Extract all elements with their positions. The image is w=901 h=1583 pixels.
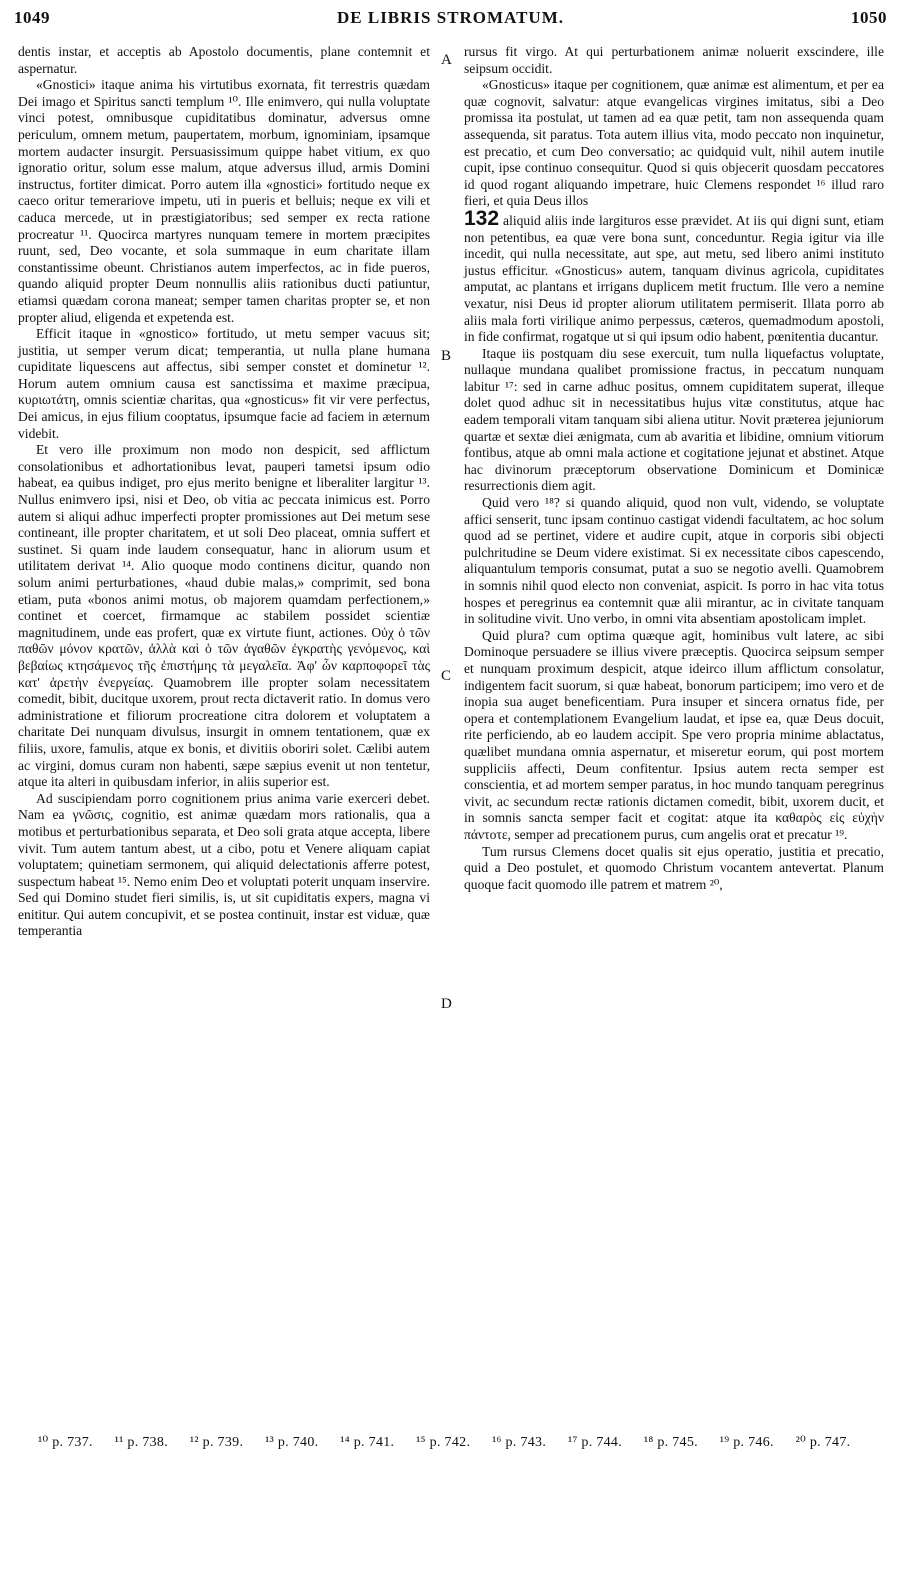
paragraph: Quid plura? cum optima quæque agit, hominibus vult latere, ac sibi Dominoque persuadere se illius vivere præceptis. Quocirca seipsum semper et nunquam proximum despicit, atque ideirco illum afflictum consolatur, indigentem facit suorum, si quæ habeat, bonorum participem; imo vero et de inopia sua auget beneficentiam. Pura insuper et sincera ornatus fide, per opera et contemplationem Evangelium laudat, et ipse ea, quæ Deus docuit, rite perficiendo, ab eo laudem accipit. Spe vero propria minime ablactatus, quælibet mundana omnia aspernatur, et miseretur eorum, qui post mortem suppliciis affecti, Deum confitentur. Ipsius autem recta semper est conscientia, et ad mortem semper paratus, in hoc mundo tanquam peregrinus vivit, ac secundum rectæ rationis dictamen comedit, bibit, uxorem ducit, et in somnis sancta semper facit et cogitat: atque ita καθαρὸς εἰς εὐχὴν πάντοτε, semper ad precationem purus, cum angelis orat et precatur ¹⁹. (464, 627, 884, 842)
paragraph (464, 206, 884, 346)
paragraph-text: aliquid aliis inde largituros esse prævidet. At iis qui digni sunt, etiam non petentibus, ea quæ vere bona sunt, conceduntur. Regia igitur via ille incedit, qui nulla necessitate, aut spe, aut metu, sed libero animi instituto justus efficitur. «Gnosticus» autem, tanquam divinus agricola, cupiditates amputat, ac plantans et irrigans duplicem metit fructum. Ille vero a nemine vexatur, nisi Deus id propter aliorum utilitatem permiserit. Illata porro ab aliis mala forti virilique animo perpessus, cæteros, quemadmodum apostoli, in fide confirmat, rogatque ut si qui ipsum odio habent, pœnitentia ducantur. (464, 212, 884, 345)
running-title: DE LIBRIS STROMATUM. (336, 8, 565, 27)
section-letter-d: D (441, 996, 452, 1012)
paragraph: Efficit itaque in «gnostico» fortitudo, ut metu semper vacuus sit; justitia, ut semper verum dicat; temperantia, ut nulla plane humana cupiditate liquescens aut affectus, sibi semper constet et dominetur ¹². Horum autem omnium causa est sanctissima et maxime præcipua, κυριωτάτη, omnis scientiæ charitas, qua «gnosticus» fit vir vere perfectus, Dei amicus, in ejus filium cooptatus, ipsumque facie ad faciem in æternum videbit. (18, 326, 430, 441)
footnote: ¹² p. 739. (189, 1435, 244, 1450)
paragraph: Quid vero ¹⁸? si quando aliquid, quod non vult, videndo, se voluptate affici senserit, tunc ipsam continuo castigat videndi facultatem, ac hoc solum quod ad se pertinet, videre et audire cupit, atque in corporis sibi objecti pulchritudine se Deum videre existimat. Si ex necessitate cibos capescendo, aliquantulum temporis consumat, putat a suo se negotio avelli. Quamobrem in somnis nihil quod electo non conveniat, aspicit. Is porro in hac vita totus hospes et peregrinus ea contemnit quæ alii mirantur, ac in civitate tanquam in solitudine vivit. Uno verbo, in omni vita absentiam apostolicam implet. (464, 495, 884, 627)
page-header (14, 8, 887, 36)
section-letter-c: C (441, 668, 452, 684)
footnotes (38, 1433, 883, 1453)
paragraph: Tum rursus Clemens docet qualis sit ejus operatio, justitia et precatio, quid a Deo postulet, et quomodo Christum vocantem antevertat. Planum quoque facit quomodo ille patrem et matrem ²⁰, (464, 843, 884, 892)
left-column (18, 44, 430, 940)
margin-page-number: 132 (464, 206, 500, 230)
right-column (464, 44, 884, 893)
section-letter-a: A (441, 52, 452, 68)
paragraph: Ad suscipiendam porro cognitionem prius anima varie exerceri debet. Nam ea γνῶσις, cognitio, est animæ quædam mors rationalis, qua a motibus et perturbationibus separata, et Deo soli grata atque accepta, libere vivit. Tum autem tantum abest, ut a cibo, potu et Venere aliquam capiat voluptatem; quinetiam sermonem, qui aliquid delectationis afferre potest, suspectum habeat ¹⁵. Nemo enim Deo et voluptati poterit unquam inservire. Sed qui Domino studet fieri similis, is, ut sit cupiditatis expers, magna vi enititur. Qui autem concupivit, et se postea continuit, instar est viduæ, quæ temperantia (18, 790, 430, 939)
footnote: ¹⁵ p. 742. (416, 1435, 471, 1450)
footnote: ¹⁹ p. 746. (719, 1435, 774, 1450)
paragraph: rursus fit virgo. At qui perturbationem animæ noluerit exscindere, ille seipsum occidit. (464, 44, 884, 76)
paragraph: Itaque iis postquam diu sese exercuit, tum nulla liquefactus voluptate, nullaque mundana qualibet promissione fractus, in peccatum nunquam labitur ¹⁷: sed in carne adhuc positus, omnem cupiditatem superat, illeque dolet quod adhuc sit in necessitatibus hujus vitæ constitutus, atque hac eadem temporali vitam tanquam sibi aliena utitur. Novit præterea jejuniorum quartæ et sextæ diei ænigmata, cum ab avaritia et libidine, omnium vitiorum fontibus, atque ab omni mala actione et cogitatione jejunat et abstinet. Atque hac divinorum præceptorum observatione Dominicum et Dominicæ resurrectionis diem agit. (464, 345, 884, 494)
paragraph: «Gnosticus» itaque per cognitionem, quæ animæ est alimentum, et per ea quæ cognovit, salvatur: atque evangelicas virgines imitatus, sibi a Deo promissa ita postulat, ut tamen ad ea quæ petit, tam non assequenda quam assequenda, sit paratus. Tota autem illius vita, modo peccato non inquinetur, est precatio, et cum Deo conversatio; ac quidquid vult, nihil autem inutile cupit, ipse continuo consequitur. Quod si quis objecerit quosdam peccatores id quod rogant aliquando impetrare, huic Clemens respondet ¹⁶ illud raro fieri, et quia Deus illos (464, 77, 884, 209)
footnote: ¹¹ p. 738. (114, 1435, 169, 1450)
footnote: ¹⁸ p. 745. (643, 1435, 698, 1450)
paragraph: Et vero ille proximum non modo non despicit, sed afflictum consolationibus et adhortationibus levat, pauperi tametsi ipsum odio habeat, ea quibus indiget, pro ejus merito benigne et liberaliter largitur ¹³. Nullus enimvero ipsi, nisi et Deo, ob vitia ac peccata inimicus est. Porro autem si aliqui adhuc imperfecti propter promissiones aut Dei metum sese contineant, ille propter charitatem, et ut soli Deo placeat, omnia suffert et sustinet. Si quam inde laudem consequatur, hanc in aliorum usum et utilitatem derivat ¹⁴. Alio quoque modo continens dicitur, quando non solum animi perturbationes, «haud dubie malas,» comprimit, sed bona etiam, puta «bonos animi motus, ob majorem quamdam perfectionem,» continet et coercet, firmamque ac stabilem possidet scientiæ magnitudinem, unde eas profert, quæ ex virtute fiunt, actiones. Οὐχ ὁ τῶν παθῶν μόνον κρατῶν, ἀλλὰ καὶ ὁ τῶν ἀγαθῶν ἐγκρατὴς γενόμενος, καὶ βεβαίως κτησάμενος τῆς ἐπιστήμης τὰ μεγαλεῖα. Ἀφ' ὧν καρποφορεῖ τὰς κατ' ἀρετὴν ἐνεργείας. Quamobrem ille propter solam necessitatem comedit, bibit, ducitque uxorem, prout recta dictaverit ratio. In domus vero administratione et filiorum procreatione citra dolorem et voluptatem a charitate Dei nunquam divulsus, insurgit in omnem tentationem, quæ ex filiis, uxore, famulis, atque ex bonis, et divitiis oboriri solet. Cælibi autem ac virgini, domus curam non habenti, sæpe sæpius evenit ut non tentetur, atque ita alteri in quibusdam inferior, in aliis superior est. (18, 442, 430, 790)
page-number-right: 1050 (851, 8, 887, 27)
paragraph: dentis instar, et acceptis ab Apostolo documentis, plane contemnit et aspernatur. (18, 44, 430, 76)
footnote: ¹⁶ p. 743. (492, 1435, 547, 1450)
paragraph: «Gnostici» itaque anima his virtutibus exornata, fit terrestris quædam Dei imago et Spiritus sancti templum ¹⁰. Ille enimvero, qui nulla voluptate vinci potest, omnibusque cupiditatibus dominatur, adversus omne periculum, omnem metum, paupertatem, morbum, ignominiam, ipsamque mortem audacter insurgit. Persuasissimum quippe habet vitium, ex quo ignoratio oritur, solum esse malum, atque adversus illud, armis Domini instructus, fortiter dimicat. Porro autem illa «gnostici» fortitudo neque ex caeco oritur temerariove impetu, uti in pueris et belluis; neque ex vili et caduca mercede, ut in præstigiatoribus; sed semper ex recta ratione procreatur ¹¹. Quocirca martyres nunquam temere in mortem præcipites ruunt, sed, Deo vocante, et sola summaque in eum charitate illam constantissime obeunt. Christianos autem imperfectos, ac in fide pueros, quando aliquid propter Deum nonnullis aliis rationibus ducti patiuntur, etiamsi quædam corona maneat; semper tamen charitas propter se, et non propter aliud, eligenda et expetenda est. (18, 77, 430, 325)
section-letter-b: B (441, 348, 452, 364)
footnote: ¹⁰ p. 737. (38, 1435, 93, 1450)
footnote: ¹⁴ p. 741. (340, 1435, 395, 1450)
page-number-left: 1049 (14, 8, 50, 27)
footnote: ¹⁷ p. 744. (567, 1435, 623, 1450)
footnote: ²⁰ p. 747. (795, 1435, 851, 1450)
footnote: ¹³ p. 740. (265, 1435, 319, 1450)
